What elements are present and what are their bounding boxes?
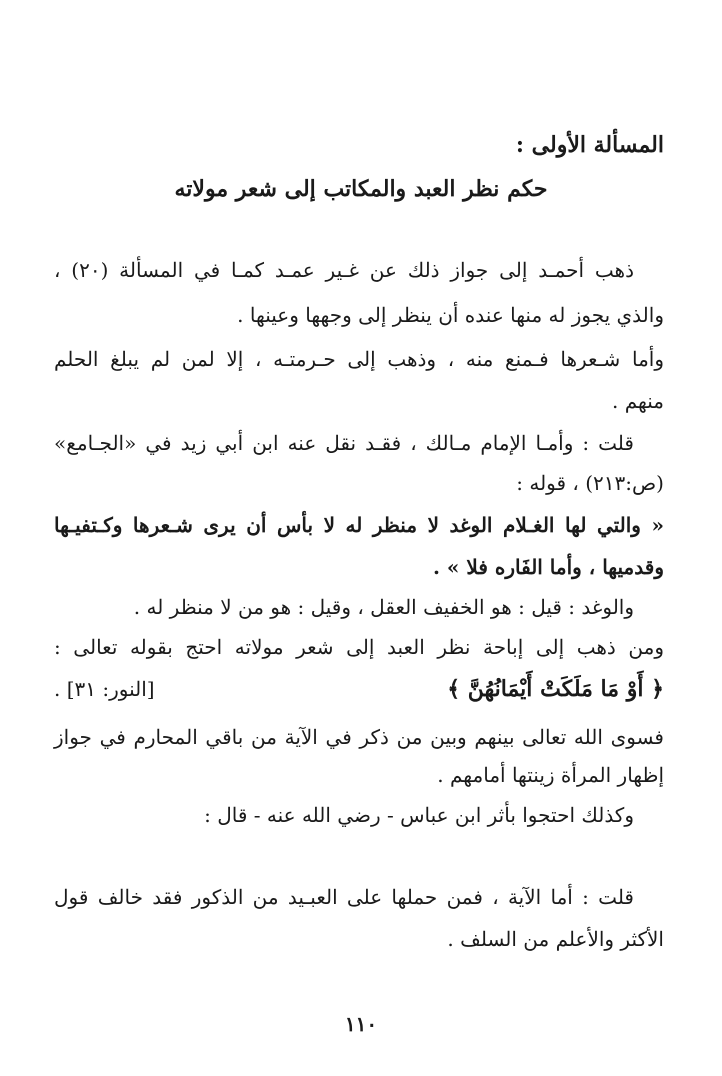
verse-reference: [النور: ٣١] . (54, 677, 155, 701)
page-number: ١١٠ (344, 1012, 378, 1036)
section-subtitle: حكم نظر العبد والمكاتب إلى شعر مولاته (174, 176, 548, 202)
paragraph-line: وأما شـعرها فـمنع منه ، وذهب إلى حـرمتـه ، إلا لمن لم يبلغ الحلم (54, 347, 664, 371)
paragraph-line: والذي يجوز له منها عنده أن ينظر إلى وجهها وعينها . (237, 303, 664, 327)
paragraph-line: والوغد : قيل : هو الخفيف العقل ، وقيل : هو من لا منظر له . (133, 595, 634, 619)
paragraph-line: إظهار المرأة زينتها أمامهم . (437, 763, 664, 787)
paragraph-line: الأكثر والأعلم من السلف . (447, 927, 664, 951)
section-title: المسألة الأولى : (515, 132, 664, 158)
paragraph-line: قلت : وأمـا الإمام مـالك ، فقـد نقل عنه ابن أبي زيد في «الجـامع» (54, 431, 634, 455)
paragraph-line: قلت : أما الآية ، فمن حملها على العبـيد من الذكور فقد خالف قول (54, 885, 634, 909)
paragraph-line: فسوى الله تعالى بينهم وبين من ذكر في الآية من باقي المحارم في جواز (54, 725, 664, 749)
paragraph-line: ذهب أحمـد إلى جواز ذلك عن غـير عمـد كمـا في المسألة (٢٠) ، (54, 258, 634, 282)
quote-line: « والتي لها الغـلام الوغد لا منظر له لا بأس أن يرى شـعرها وكـتفيـها (54, 513, 664, 537)
paragraph-line: منهم . (612, 389, 664, 413)
paragraph-line: (ص:٢١٣) ، قوله : (516, 471, 664, 495)
quote-line: وقدميها ، وأما الفَاره فلا » . (433, 555, 664, 579)
quran-verse-row (54, 672, 664, 706)
quran-verse: ﴿ أَوْ مَا مَلَكَتْ أَيْمَانُهُنَّ ﴾ (447, 676, 664, 702)
paragraph-line: ومن ذهب إلى إباحة نظر العبد إلى شعر مولاته احتج بقوله تعالى : (54, 635, 664, 659)
paragraph-line: وكذلك احتجوا بأثر ابن عباس - رضي الله عنه - قال : (204, 803, 634, 827)
